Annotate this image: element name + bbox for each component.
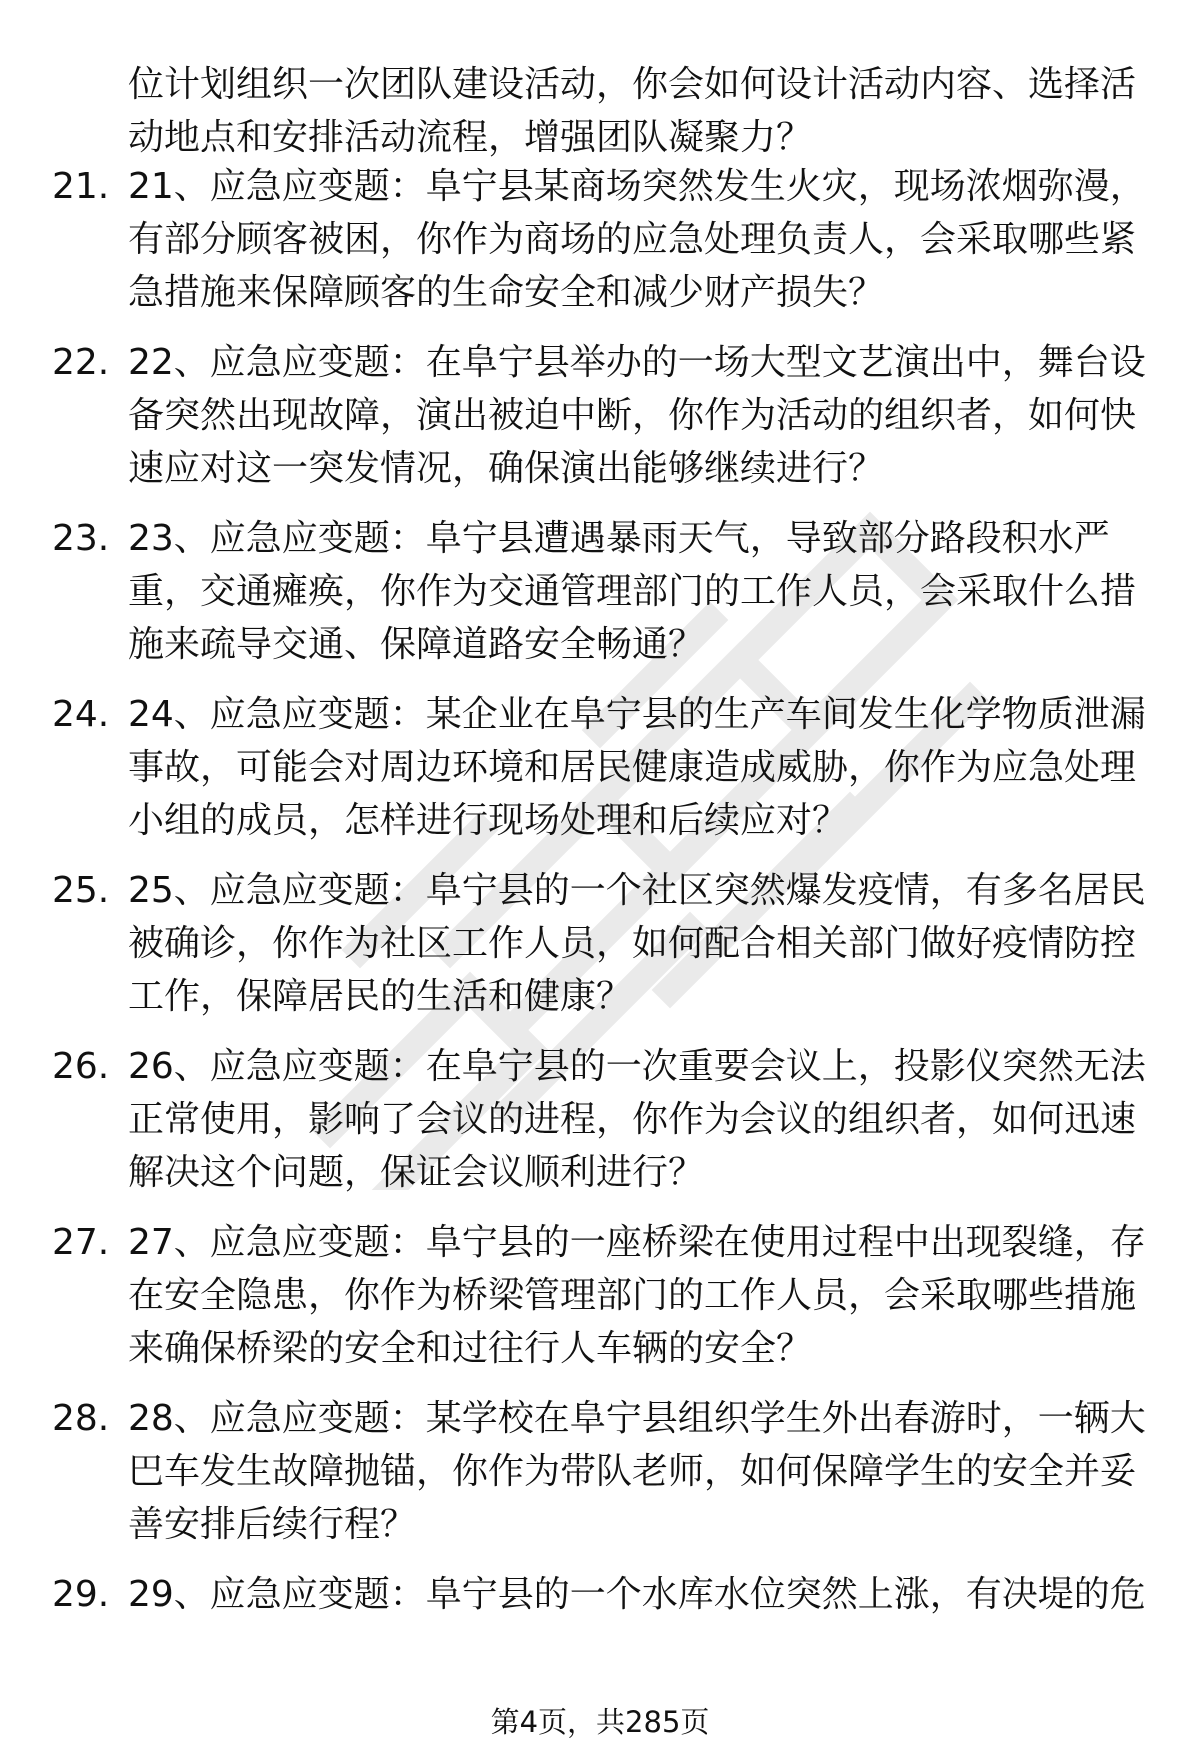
question-number: 23. — [52, 518, 110, 559]
question-text: 24、应急应变题：某企业在阜宁县的生产车间发生化学物质泄漏事故，可能会对周边环境和居民健康造成威胁，你作为应急处理小组的成员，怎样进行现场处理和后续应对？ — [128, 694, 1146, 841]
question-number: 22. — [52, 342, 110, 383]
question-text: 27、应急应变题：阜宁县的一座桥梁在使用过程中出现裂缝，存在安全隐患，你作为桥梁管理部门的工作人员，会采取哪些措施来确保桥梁的安全和过往行人车辆的安全？ — [128, 1222, 1146, 1369]
question-text: 23、应急应变题：阜宁县遭遇暴雨天气，导致部分路段积水严重，交通瘫痪，你作为交通管理部门的工作人员，会采取什么措施来疏导交通、保障道路安全畅通？ — [128, 518, 1137, 665]
question-text: 26、应急应变题：在阜宁县的一次重要会议上，投影仪突然无法正常使用，影响了会议的进程，你作为会议的组织者，如何迅速解决这个问题，保证会议顺利进行？ — [128, 1046, 1146, 1193]
page-footer: 第4页，共285页 — [490, 1705, 710, 1739]
question-text: 21、应急应变题：阜宁县某商场突然发生火灾，现场浓烟弥漫，有部分顾客被困，你作为商场的应急处理负责人，会采取哪些紧急措施来保障顾客的生命安全和减少财产损失？ — [128, 166, 1146, 313]
question-text: 28、应急应变题：某学校在阜宁县组织学生外出春游时，一辆大巴车发生故障抛锚，你作为带队老师，如何保障学生的安全并妥善安排后续行程？ — [128, 1398, 1146, 1545]
question-number: 26. — [52, 1046, 110, 1087]
question-number: 21. — [52, 166, 110, 207]
question-number: 25. — [52, 870, 110, 911]
question-number: 29. — [52, 1574, 110, 1615]
question-text: 22、应急应变题：在阜宁县举办的一场大型文艺演出中，舞台设备突然出现故障，演出被迫中断，你作为活动的组织者，如何快速应对这一突发情况，确保演出能够继续进行？ — [128, 342, 1146, 489]
question-number: 28. — [52, 1398, 110, 1439]
question-number: 24. — [52, 694, 110, 735]
continued-question-text: 位计划组织一次团队建设活动，你会如何设计活动内容、选择活动地点和安排活动流程，增强团队凝聚力？ — [128, 64, 1137, 158]
question-number: 27. — [52, 1222, 110, 1263]
question-text: 25、应急应变题：阜宁县的一个社区突然爆发疫情，有多名居民被确诊，你作为社区工作人员，如何配合相关部门做好疫情防控工作，保障居民的生活和健康？ — [128, 870, 1146, 1017]
question-text: 29、应急应变题：阜宁县的一个水库水位突然上涨，有决堤的危 — [128, 1574, 1146, 1615]
